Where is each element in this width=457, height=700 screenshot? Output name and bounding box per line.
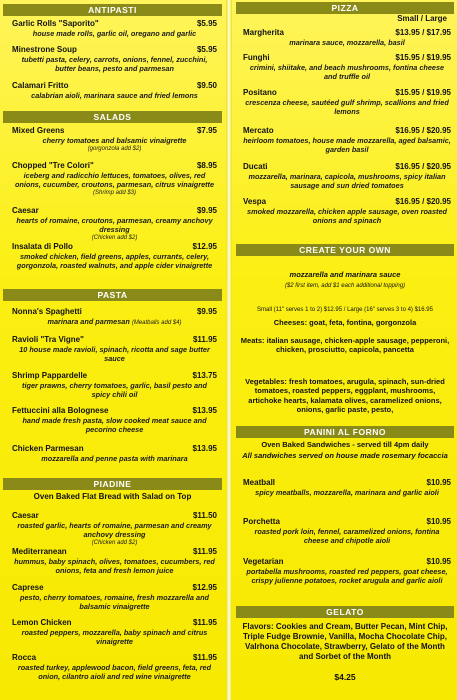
menu-item <box>243 28 451 47</box>
item-price: $11.95 <box>192 653 217 662</box>
item-description: spicy meatballs, mozzarella, marinara and garlic aioli <box>255 488 439 497</box>
menu-item <box>12 653 217 681</box>
menu-item <box>12 583 217 611</box>
item-name: Garlic Rolls "Saporito" <box>12 19 99 28</box>
item-price: $11.95 <box>192 618 217 627</box>
menu-item <box>243 126 451 154</box>
item-price: $11.95 <box>192 547 217 556</box>
item-description: tiger prawns, cherry tomatoes, garlic, basil pesto and spicy chili oil <box>22 381 207 399</box>
item-price: $8.95 <box>196 161 217 170</box>
item-name: Calamari Fritto <box>12 81 69 90</box>
panini-subtitle: Oven Baked Sandwiches - served till 4pm daily <box>261 440 429 449</box>
menu-item <box>12 511 217 548</box>
item-description: pesto, cherry tomatoes, romaine, fresh mozzarella and balsamic vinaigrette <box>20 593 209 611</box>
item-price: $16.95 / $20.95 <box>395 197 451 206</box>
panini-header: PANINI AL FORNO <box>236 426 454 438</box>
item-name: Rocca <box>12 653 37 662</box>
item-price: $13.95 <box>192 444 217 453</box>
item-name: Mixed Greens <box>12 126 65 135</box>
menu-item <box>12 206 217 243</box>
menu-item <box>12 126 217 154</box>
item-name: Vegetarian <box>243 557 284 566</box>
pizza-header: PIZZA <box>236 2 454 14</box>
item-name: Vespa <box>243 197 267 206</box>
item-note: (Shrimp add $3) <box>92 190 137 196</box>
item-price: $11.95 <box>192 335 217 344</box>
item-price: $10.95 <box>426 478 451 487</box>
item-price: $9.95 <box>196 206 217 215</box>
item-name: Fettuccini alla Bolognese <box>12 406 109 415</box>
item-name: Mediterranean <box>12 547 67 556</box>
item-description: mozzarella and penne pasta with marinara <box>41 454 188 463</box>
create-your-own-header: CREATE YOUR OWN <box>236 244 454 256</box>
item-description: marinara sauce, mozzarella, basil <box>289 38 405 47</box>
item-description: 10 house made ravioli, spinach, ricotta and sage butter sauce <box>19 345 210 363</box>
item-name: Positano <box>243 88 277 97</box>
antipasti-header: ANTIPASTI <box>3 4 222 16</box>
item-price: $11.50 <box>192 511 217 520</box>
item-description: smoked chicken, field greens, apples, currants, celery, gorgonzola, roasted walnuts, and apple cider vinaigrette <box>16 252 213 270</box>
item-description: house made rolls, garlic oil, oregano and garlic <box>32 29 197 38</box>
create-cheeses: Cheeses: goat, feta, fontina, gorgonzola <box>273 318 417 327</box>
item-description: heirloom tomatoes, house made mozzarella, aged balsamic, garden basil <box>243 136 451 154</box>
item-price: $12.95 <box>192 242 217 251</box>
item-price: $5.95 <box>196 19 217 28</box>
item-description: calabrian aioli, marinara sauce and fried lemons <box>31 91 198 100</box>
item-name: Funghi <box>243 53 270 62</box>
menu-item <box>12 307 217 328</box>
item-description: roasted pork loin, fennel, caramelized onions, fontina cheese and chipotle aioli <box>254 527 440 545</box>
menu-item <box>12 335 217 363</box>
item-price: $10.95 <box>426 557 451 566</box>
item-description: mozzarella, marinara, capicola, mushrooms, spicy italian sausage and sun dried tomatoes <box>248 172 446 190</box>
menu-item <box>12 371 217 399</box>
panini-subtitle-2: All sandwiches served on house made rosemary focaccia <box>242 451 448 460</box>
pasta-header: PASTA <box>3 289 222 301</box>
gelato-price: $4.25 <box>334 672 356 682</box>
item-name: Shrimp Pappardelle <box>12 371 88 380</box>
create-vegetables: Vegetables: fresh tomatoes, arugula, spinach, sun-dried tomatoes, roasted peppers, eggplant, mushrooms, artichoke hearts, kalamata olives, caramelized onions, onions, garlic paste, pesto, <box>245 377 445 415</box>
item-name: Caesar <box>12 206 39 215</box>
item-name: Ravioli "Tra Vigne" <box>12 335 84 344</box>
item-price: $5.95 <box>196 45 217 54</box>
menu-item <box>12 444 217 463</box>
item-name: Minestrone Soup <box>12 45 77 54</box>
item-name: Ducati <box>243 162 268 171</box>
menu-item <box>12 618 217 646</box>
item-price: $15.95 / $19.95 <box>395 88 451 97</box>
item-price: $7.95 <box>196 126 217 135</box>
item-name: Nonna's Spaghetti <box>12 307 82 316</box>
item-name: Meatball <box>243 478 276 487</box>
item-note: (Chicken add $2) <box>91 540 138 546</box>
gelato-flavors: Flavors: Cookies and Cream, Butter Pecan, Mint Chip, Triple Fudge Brownie, Vanilla, Mocha Chocolate Chip, Valrhona Chocolate, Strawberry, Gelato of the Month and Sorbet of the Month <box>242 622 448 661</box>
item-description: marinara and parmesan (Meatballs add $4) <box>47 317 182 326</box>
item-name: Mercato <box>243 126 274 135</box>
item-price: $16.95 / $20.95 <box>395 126 451 135</box>
salads-header: SALADS <box>3 111 222 123</box>
right-column <box>233 0 457 700</box>
menu-item <box>12 547 217 575</box>
item-name: Margherita <box>243 28 284 37</box>
item-name: Chopped "Tre Colori" <box>12 161 94 170</box>
create-base: mozzarella and marinara sauce <box>289 270 401 279</box>
menu-item <box>243 197 451 225</box>
item-description: roasted garlic, hearts of romaine, parmesan and creamy anchovy dressing <box>17 521 212 539</box>
item-description: roasted peppers, mozzarella, baby spinach and citrus vinaigrette <box>21 628 208 646</box>
item-description: crimini, shiitake, and beach mushrooms, fontina cheese and truffle oil <box>249 63 445 81</box>
menu-item <box>243 88 451 116</box>
item-description: iceberg and radicchio lettuces, tomatoes, olives, red onions, cucumber, croutons, parmesan, citrus vinaigrette <box>14 171 215 189</box>
item-description: portabella mushrooms, roasted red peppers, goat cheese, crispy julienne potatoes, rocket arugula and garlic aioli <box>246 567 448 585</box>
item-price: $15.95 / $19.95 <box>395 53 451 62</box>
item-description: smoked mozzarella, chicken apple sausage, oven roasted onions and spinach <box>247 207 447 225</box>
item-price: $13.95 <box>192 406 217 415</box>
item-description: roasted turkey, applewood bacon, field greens, feta, red onion, cilantro aioli and red wine vinaigrette <box>17 663 212 681</box>
item-name: Chicken Parmesan <box>12 444 84 453</box>
item-description: hand made fresh pasta, slow cooked meat sauce and pecorino cheese <box>22 416 207 434</box>
item-name: Caprese <box>12 583 44 592</box>
item-name: Porchetta <box>243 517 280 526</box>
create-sizes: Small (11" serves 1 to 2) $12.95 / Large (16" serves 3 to 4) $16.95 <box>257 307 433 313</box>
item-price: $10.95 <box>426 517 451 526</box>
menu-item <box>12 242 217 270</box>
item-description: cherry tomatoes and balsamic vinaigrette <box>42 136 187 145</box>
item-description: hearts of romaine, croutons, parmesan, creamy anchovy dressing <box>16 216 213 234</box>
item-name: Caesar <box>12 511 39 520</box>
item-name: Insalata di Pollo <box>12 242 73 251</box>
menu-item <box>243 478 451 497</box>
item-price: $9.50 <box>196 81 217 90</box>
column-divider <box>226 0 232 700</box>
menu-item <box>12 406 217 434</box>
item-price: $13.95 / $17.95 <box>395 28 451 37</box>
menu-item <box>12 19 217 38</box>
item-price: $13.75 <box>192 371 217 380</box>
item-name: Lemon Chicken <box>12 618 72 627</box>
create-meats: Meats: italian sausage, chicken-apple sausage, pepperoni, chicken, prosciutto, capicola, pancetta <box>240 336 450 355</box>
item-description: hummus, baby spinach, olives, tomatoes, cucumbers, red onions, feta and fresh lemon juice <box>14 557 215 575</box>
item-price: $12.95 <box>192 583 217 592</box>
menu-item <box>12 81 217 100</box>
piadine-header: PIADINE <box>3 478 222 490</box>
gelato-header: GELATO <box>236 606 454 618</box>
item-description: tubetti pasta, celery, carrots, onions, fennel, zucchini, butter beans, pesto and parmesan <box>21 55 208 73</box>
menu-item <box>243 557 451 585</box>
item-price: $9.95 <box>196 307 217 316</box>
piadine-subtitle: Oven Baked Flat Bread with Salad on Top <box>33 492 192 501</box>
item-note: (Chicken add $2) <box>91 235 138 241</box>
create-base-note: ($2 first item, add $1 each additional topping) <box>284 283 406 289</box>
menu-item <box>243 53 451 81</box>
item-price: $16.95 / $20.95 <box>395 162 451 171</box>
menu-item <box>12 161 217 198</box>
menu-item <box>243 517 451 545</box>
item-description: crescenza cheese, sautéed gulf shrimp, scallions and fried lemons <box>245 98 449 116</box>
pizza-sizes: Small / Large <box>397 14 447 23</box>
left-column <box>0 0 225 700</box>
item-note: (gorgonzola add $2) <box>87 146 142 152</box>
item-note: (Meatballs add $4) <box>131 320 182 326</box>
menu-item <box>12 45 217 73</box>
menu-item <box>243 162 451 190</box>
